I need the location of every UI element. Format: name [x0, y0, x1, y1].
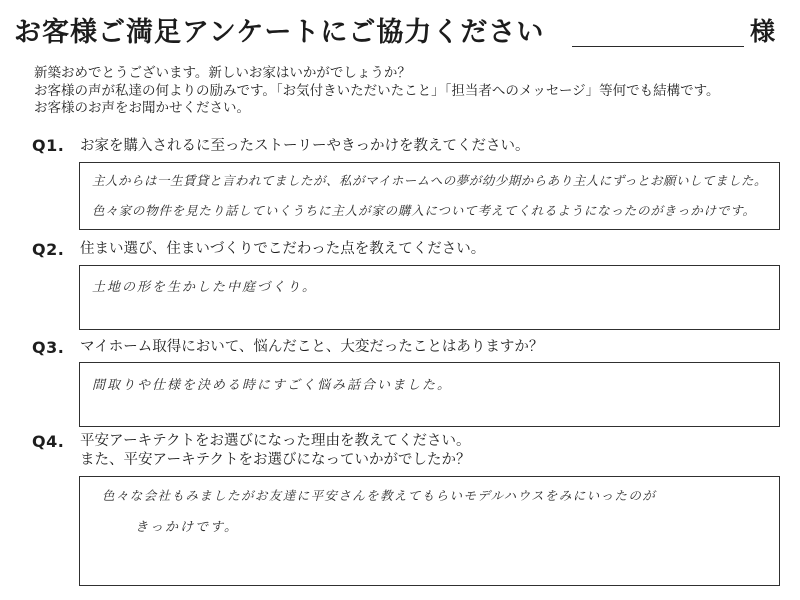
handwritten-answer-line: 色々家の物件を見たり話していくうちに主人が家の購入について考えてくれるようになったのがきっかけです。	[92, 203, 756, 218]
answer-box-q1	[79, 162, 780, 230]
question-line: お家を購入されるに至ったストーリーやきっかけを教えてください。	[80, 138, 530, 154]
honorific-label: 様	[750, 17, 776, 46]
handwritten-answer-line: 間取りや仕様を決める時にすごく悩み話合いました。	[92, 378, 453, 393]
question-number-q3: Q3.	[32, 338, 65, 357]
customer-name-line	[572, 46, 744, 47]
question-text-q2	[80, 240, 485, 259]
question-text-q1	[80, 137, 530, 156]
question-number-q2: Q2.	[32, 240, 65, 259]
intro-line: お客様のお声をお聞かせください。	[34, 100, 250, 116]
handwritten-answer-line: きっかけです。	[135, 520, 239, 535]
question-text-q4	[80, 432, 470, 470]
intro-text	[34, 65, 720, 118]
answer-box-q4	[79, 476, 780, 586]
answer-box-q2	[79, 265, 780, 330]
question-number-q1: Q1.	[32, 136, 65, 155]
question-line: 住まい選び、住まいづくりでこだわった点を教えてください。	[80, 241, 486, 257]
question-line: 平安アーキテクトをお選びになった理由を教えてください。	[80, 433, 471, 449]
answer-box-q3	[79, 362, 780, 427]
handwritten-answer-line: 主人からは一生賃貸と言われてましたが、私がマイホームへの夢が幼少期からあり主人にずっとお願いしてました。	[92, 173, 768, 188]
intro-line: 新築おめでとうございます。新しいお家はいかがでしょうか？	[34, 65, 411, 81]
intro-line: お客様の声が私達の何よりの励みです。「お気付きいただいたこと」「担当者へのメッセージ」等何でも結構です。	[34, 82, 720, 99]
handwritten-answer-line: 色々な会社もみましたがお友達に平安さんを教えてもらいモデルハウスをみにいったのが	[102, 488, 657, 503]
question-line: マイホーム取得において、悩んだこと、大変だったことはありますか？	[80, 339, 544, 355]
survey-title: お客様ご満足アンケートにご協力ください	[14, 17, 545, 48]
question-text-q3	[80, 338, 543, 357]
handwritten-answer-line: 土地の形を生かした中庭づくり。	[92, 280, 318, 295]
question-number-q4: Q4.	[32, 432, 65, 451]
question-line: また、平安アーキテクトをお選びになっていかがでしたか？	[80, 452, 471, 468]
